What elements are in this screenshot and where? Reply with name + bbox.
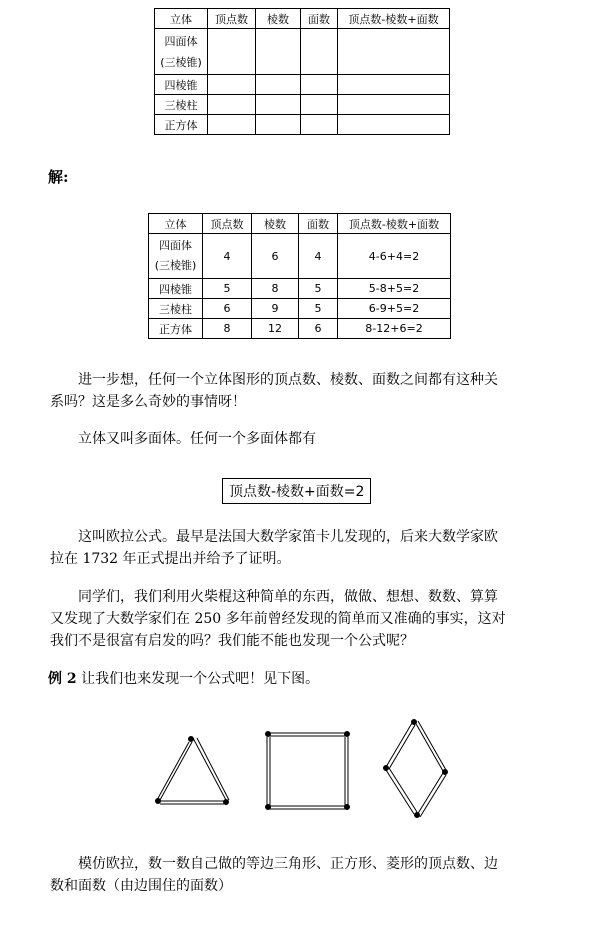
text-line: 数和面数（由边围住的面数）: [50, 878, 232, 894]
table-cell: [208, 95, 256, 115]
text-line: 系吗？这是多么奇妙的事情呀！: [50, 394, 246, 410]
table-cell: 8: [252, 279, 299, 299]
table-cell: 12: [252, 319, 299, 339]
header-cell: 顶点数-棱数+面数: [338, 9, 450, 29]
text-line: 我们不是很富有启发的吗？我们能不能也发现一个公式呢？: [50, 633, 414, 649]
paragraph-5: [50, 853, 570, 897]
header-cell: 顶点数: [203, 214, 252, 234]
header-cell: 立体: [149, 214, 203, 234]
example-label: 例 2: [48, 671, 77, 687]
header-cell: 顶点数: [208, 9, 256, 29]
table-cell: 8-12+6=2: [338, 319, 451, 339]
paragraph-4: [50, 586, 570, 652]
text-line: 又发现了大数学家们在 250 多年前曾经发现的简单而又准确的事实，这对: [50, 611, 506, 627]
header-cell: 面数: [299, 214, 338, 234]
paragraph-1: [50, 369, 570, 413]
table-cell: 4: [299, 234, 338, 279]
row-label: 三棱柱: [155, 95, 208, 115]
header-cell: 立体: [155, 9, 208, 29]
table-cell: [338, 29, 450, 75]
header-cell: 棱数: [256, 9, 301, 29]
row-label: 正方体: [155, 115, 208, 135]
matchstick-rhombus: [384, 720, 448, 818]
euler-formula-box: 顶点数-棱数+面数=2: [222, 478, 371, 504]
header-cell: 棱数: [252, 214, 299, 234]
table-cell: [208, 75, 256, 95]
solution-label: 解:: [48, 168, 69, 186]
table-cell: [301, 95, 338, 115]
table-cell: [256, 75, 301, 95]
row-label-line: 四面体: [164, 34, 198, 48]
table-cell: [256, 29, 301, 75]
table-cell: [256, 115, 301, 135]
row-label: 正方体: [149, 319, 203, 339]
table-cell: 4-6+4=2: [338, 234, 451, 279]
text-line: 拉在 1732 年正式提出并给予了证明。: [50, 551, 291, 567]
solution-table: [148, 213, 451, 339]
matchstick-figures: [0, 700, 596, 840]
row-label-line: 四面体: [159, 239, 192, 252]
table-cell: [338, 95, 450, 115]
row-label: [155, 29, 208, 75]
row-label: 三棱柱: [149, 299, 203, 319]
row-label: 四棱锥: [155, 75, 208, 95]
header-cell: 顶点数-棱数+面数: [338, 214, 451, 234]
table-cell: 5: [299, 299, 338, 319]
text-line: 同学们，我们利用火柴棍这种简单的东西，做做、想想、数数、算算: [78, 589, 498, 605]
table-cell: 5: [203, 279, 252, 299]
table-cell: 9: [252, 299, 299, 319]
header-cell: 面数: [301, 9, 338, 29]
row-label: 四棱锥: [149, 279, 203, 299]
table-cell: 5-8+5=2: [338, 279, 451, 299]
row-label-line: (三棱锥): [154, 259, 197, 272]
table-cell: [301, 75, 338, 95]
table-cell: [208, 115, 256, 135]
text-line: 这叫欧拉公式。最早是法国大数学家笛卡儿发现的，后来大数学家欧: [78, 529, 498, 545]
table-cell: [301, 29, 338, 75]
table-cell: [338, 115, 450, 135]
table-cell: 6: [252, 234, 299, 279]
table-cell: [256, 95, 301, 115]
table-cell: [338, 75, 450, 95]
table-cell: [301, 115, 338, 135]
table-cell: 5: [299, 279, 338, 299]
matchstick-triangle: [156, 737, 230, 805]
example-text: 让我们也来发现一个公式吧！见下图。: [76, 671, 320, 687]
table-cell: 8: [203, 319, 252, 339]
paragraph-2: 立体又叫多面体。任何一个多面体都有: [78, 431, 316, 447]
table-cell: 6: [203, 299, 252, 319]
text-line: 模仿欧拉，数一数自己做的等边三角形、正方形、菱形的顶点数、边: [78, 856, 498, 872]
paragraph-3: [50, 526, 570, 570]
empty-table: [154, 8, 450, 135]
table-cell: 4: [203, 234, 252, 279]
table-cell: [208, 29, 256, 75]
table-cell: 6: [299, 319, 338, 339]
row-label-line: (三棱锥): [160, 55, 202, 69]
matchstick-square: [266, 732, 350, 810]
table-cell: 6-9+5=2: [338, 299, 451, 319]
text-line: 进一步想，任何一个立体图形的顶点数、棱数、面数之间都有这种关: [78, 372, 498, 388]
example-heading: [48, 668, 568, 690]
row-label: [149, 234, 203, 279]
